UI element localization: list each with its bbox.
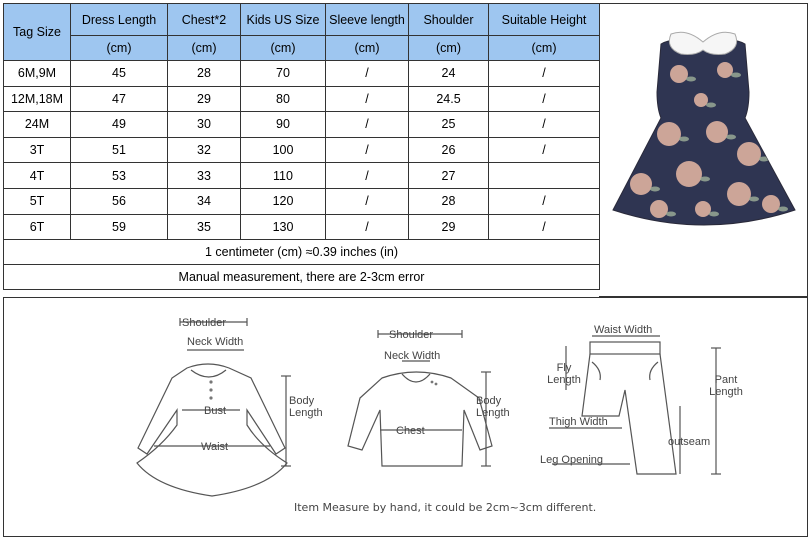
header-tag-size: Tag Size: [4, 4, 71, 61]
table-cell: 53: [71, 163, 168, 189]
header-sleeve-length: Sleeve length: [326, 4, 409, 36]
dress-flower-print: [717, 62, 733, 78]
table-row: [4, 163, 600, 189]
table-cell: 12M,18M: [4, 86, 71, 112]
dress-outline: [137, 364, 287, 496]
size-chart-table: [3, 3, 600, 290]
table-row: [4, 188, 600, 214]
dress-leaf-print: [706, 103, 716, 108]
table-cell: 3T: [4, 137, 71, 163]
table-cell: 30: [168, 112, 241, 138]
table-cell: 29: [409, 214, 489, 240]
table-cell: /: [326, 112, 409, 138]
table-cell: 45: [71, 61, 168, 87]
dress-flower-print: [727, 182, 751, 206]
dress-leaf-print: [731, 73, 741, 78]
table-row: [4, 137, 600, 163]
table-cell: /: [326, 61, 409, 87]
table-cell: 5T: [4, 188, 71, 214]
table-cell: /: [489, 86, 600, 112]
table-cell: 56: [71, 188, 168, 214]
dress-photo: [599, 4, 808, 298]
table-cell: 35: [168, 214, 241, 240]
table-cell: 25: [409, 112, 489, 138]
shirt-outline: [348, 372, 492, 466]
table-cell: /: [326, 214, 409, 240]
pants-pant-length-label: Pant Length: [709, 374, 743, 398]
unit-cell: (cm): [241, 36, 326, 61]
table-cell: 24: [409, 61, 489, 87]
dress-leaf-print: [650, 187, 660, 192]
conversion-note: 1 centimeter (cm) ≈0.39 inches (in): [4, 240, 600, 265]
table-cell: 29: [168, 86, 241, 112]
table-cell: 80: [241, 86, 326, 112]
table-row: [4, 214, 600, 240]
unit-cell: (cm): [71, 36, 168, 61]
header-shoulder: Shoulder: [409, 4, 489, 36]
measurement-note: Item Measure by hand, it could be 2cm~3cm different.: [294, 501, 597, 514]
table-cell: 34: [168, 188, 241, 214]
table-cell: 26: [409, 137, 489, 163]
table-cell: 100: [241, 137, 326, 163]
table-cell: 28: [409, 188, 489, 214]
table-cell: /: [489, 188, 600, 214]
dress-bust-label: Bust: [204, 405, 227, 417]
pants-waist-width-label: Waist Width: [594, 324, 653, 336]
dress-leaf-print: [686, 77, 696, 82]
table-cell: 70: [241, 61, 326, 87]
table-cell: /: [489, 61, 600, 87]
table-body: [4, 61, 600, 240]
dress-flower-print: [670, 65, 688, 83]
table-cell: 6T: [4, 214, 71, 240]
table-cell: 6M,9M: [4, 61, 71, 87]
shirt-neck-width-label: Neck Width: [384, 350, 441, 362]
dress-leaf-print: [726, 135, 736, 140]
dress-flower-print: [694, 93, 708, 107]
error-note: Manual measurement, there are 2-3cm error: [4, 265, 600, 290]
header-dress-length: Dress Length: [71, 4, 168, 36]
table-cell: /: [489, 112, 600, 138]
table-cell: 27: [409, 163, 489, 189]
dress-flower-print: [706, 121, 728, 143]
dress-neck-width-label: Neck Width: [187, 336, 244, 348]
table-row: [4, 61, 600, 87]
dress-leaf-print: [700, 177, 710, 182]
dress-flower-print: [657, 122, 681, 146]
dress-shoulder-label: Shoulder: [182, 317, 227, 329]
pants-leg-opening-label: Leg Opening: [540, 454, 603, 466]
dress-leaf-print: [778, 207, 788, 212]
table-cell: 33: [168, 163, 241, 189]
table-cell: [489, 163, 600, 189]
table-cell: 49: [71, 112, 168, 138]
measurement-diagram-panel: [3, 297, 808, 537]
table-cell: 120: [241, 188, 326, 214]
table-cell: /: [489, 137, 600, 163]
table-row: [4, 112, 600, 138]
dress-leaf-print: [679, 137, 689, 142]
dress-flower-print: [650, 200, 668, 218]
pants-outseam-label: outseam: [668, 436, 711, 448]
table-row: [4, 86, 600, 112]
table-cell: 90: [241, 112, 326, 138]
shirt-shoulder-label: Shoulder: [389, 329, 434, 341]
table-cell: /: [489, 214, 600, 240]
dress-flower-print: [737, 142, 761, 166]
dress-waist-label: Waist: [201, 441, 229, 453]
unit-cell: (cm): [326, 36, 409, 61]
dress-photo-panel: [599, 3, 808, 297]
dress-flower-print: [676, 161, 702, 187]
header-suitable-height: Suitable Height: [489, 4, 600, 36]
unit-cell: (cm): [489, 36, 600, 61]
table-cell: 47: [71, 86, 168, 112]
header-chest: Chest*2: [168, 4, 241, 36]
unit-cell: (cm): [168, 36, 241, 61]
dress-flower-print: [762, 195, 780, 213]
table-cell: 32: [168, 137, 241, 163]
dress-leaf-print: [709, 212, 719, 217]
unit-cell: (cm): [409, 36, 489, 61]
table-cell: /: [326, 163, 409, 189]
shirt-body-length-label: Body Length: [476, 395, 510, 419]
table-cell: 24M: [4, 112, 71, 138]
table-cell: 28: [168, 61, 241, 87]
table-cell: /: [326, 137, 409, 163]
dress-flower-print: [695, 201, 711, 217]
table-cell: 130: [241, 214, 326, 240]
dress-flower-print: [630, 173, 652, 195]
header-kids-us-size: Kids US Size: [241, 4, 326, 36]
dress-body-length-label: Body Length: [289, 395, 323, 419]
table-cell: 51: [71, 137, 168, 163]
table-cell: 4T: [4, 163, 71, 189]
table-cell: 24.5: [409, 86, 489, 112]
shirt-chest-label: Chest: [396, 425, 425, 437]
pants-thigh-width-label: Thigh Width: [549, 416, 608, 428]
table-cell: 110: [241, 163, 326, 189]
table-cell: 59: [71, 214, 168, 240]
table-cell: /: [326, 86, 409, 112]
table-cell: /: [326, 188, 409, 214]
pants-fly-length-label: Fly Length: [547, 362, 581, 386]
dress-leaf-print: [666, 212, 676, 217]
pants-waistband: [590, 342, 660, 354]
dress-leaf-print: [749, 197, 759, 202]
